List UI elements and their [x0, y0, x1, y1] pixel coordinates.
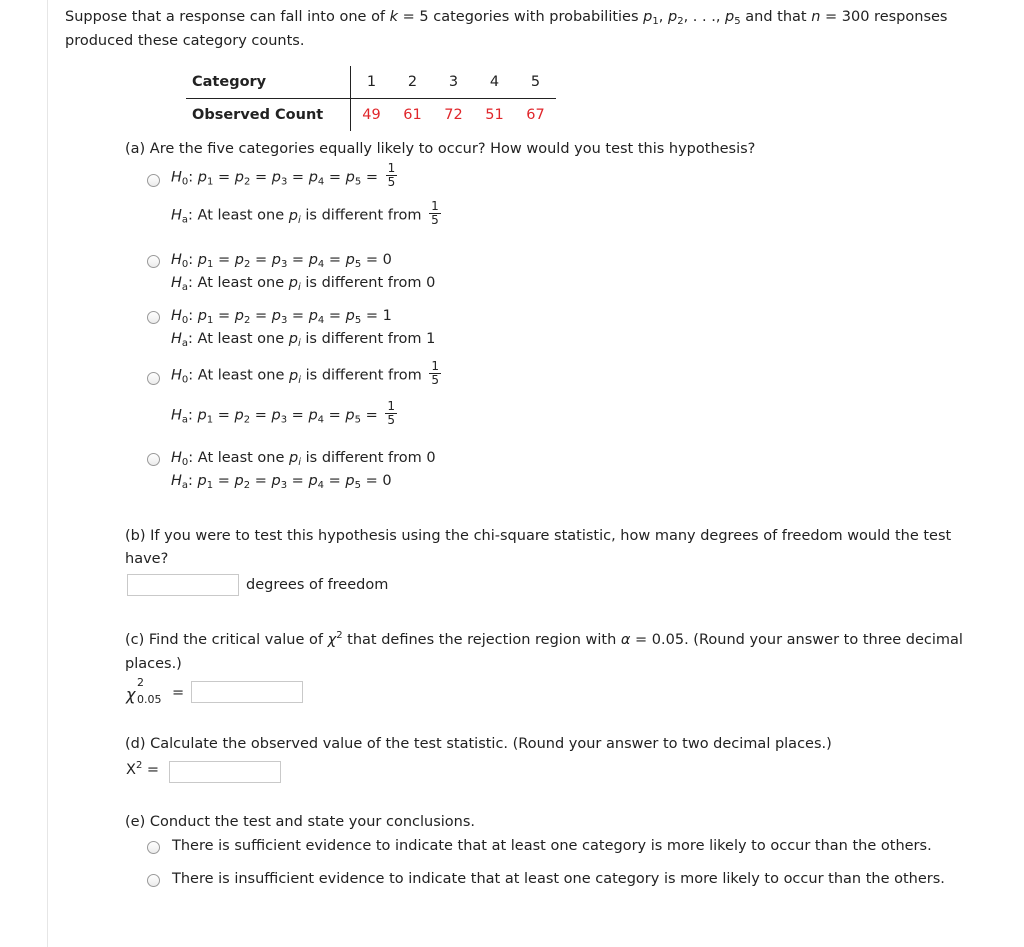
part-a-option-5-h0: $H_0$: At least one $p_i$ is different from 0 — [171, 450, 436, 468]
table-row-label: Observed Count — [186, 99, 351, 132]
part-a-option-3-radio[interactable] — [147, 311, 160, 324]
part-e-option-2-text: There is insufficient evidence to indicate that at least one category is more likely to occur than the others. — [172, 871, 945, 887]
part-e-option-2-radio[interactable] — [147, 874, 160, 887]
part-e-question: (e) Conduct the test and state your conclusions. — [125, 814, 476, 830]
part-a-option-3-h0: $H_0$: $p_1 = p_2 = p_3 = p_4 = p_5 = 1$ — [171, 308, 392, 326]
part-a-option-2-h0: $H_0$: $p_1 = p_2 = p_3 = p_4 = p_5 = 0$ — [171, 252, 392, 270]
part-a-option-1-ha: $H_a$: At least one $p_i$ is different from $\frac{1}{5}$ — [171, 199, 439, 227]
count-5: 67 — [526, 107, 545, 123]
count-1: 49 — [362, 107, 381, 123]
category-3: 3 — [433, 66, 474, 99]
category-2: 2 — [392, 66, 433, 99]
part-a-option-4-ha: $H_a$: $p_1 = p_2 = p_3 = p_4 = p_5$ = $\frac{1}{5}$ — [171, 399, 396, 427]
counts-table — [186, 66, 556, 131]
critical-value-label: χ 2 0.05 = — [126, 676, 185, 706]
test-statistic-label: $X^2$ = — [126, 760, 160, 778]
part-b-question-line-2: have? — [125, 551, 169, 567]
intro-line-2: produced these category counts. — [65, 33, 305, 49]
part-a-option-4-radio[interactable] — [147, 372, 160, 385]
part-a-option-4-h0: $H_0$: At least one $p_i$ is different from $\frac{1}{5}$ — [171, 359, 440, 387]
part-c-question-line-2: places.) — [125, 656, 182, 672]
part-a-option-2-ha: $H_a$: At least one $p_i$ is different from 0 — [171, 275, 436, 293]
part-d-question: (d) Calculate the observed value of the test statistic. (Round your answer to two decimal places.) — [125, 736, 832, 752]
part-b-question-line-1: (b) If you were to test this hypothesis using the chi-square statistic, how many degrees of freedom would the test — [125, 528, 952, 544]
part-e-option-1-radio[interactable] — [147, 841, 160, 854]
intro-line-1: Suppose that a response can fall into one of k = 5 categories with probabilities $p_1$, $p_2$, . . ., $p_5$ and that n = 300 responses — [65, 9, 948, 27]
count-2: 61 — [403, 107, 422, 123]
category-1: 1 — [351, 66, 393, 99]
part-a-option-3-ha: $H_a$: At least one $p_i$ is different from 1 — [171, 331, 436, 349]
part-a-option-1-radio[interactable] — [147, 174, 160, 187]
count-3: 72 — [444, 107, 463, 123]
part-e-option-1-text: There is sufficient evidence to indicate that at least one category is more likely to occur than the others. — [172, 838, 932, 854]
table-header-label: Category — [186, 66, 351, 99]
degrees-of-freedom-label: degrees of freedom — [246, 577, 389, 593]
part-a-question: (a) Are the five categories equally likely to occur? How would you test this hypothesis? — [125, 141, 756, 157]
part-a-option-2-radio[interactable] — [147, 255, 160, 268]
part-a-option-1-h0: $H_0$: $p_1 = p_2 = p_3 = p_4 = p_5$ = $\frac{1}{5}$ — [171, 161, 396, 189]
count-4: 51 — [485, 107, 504, 123]
part-c-question-line-1: (c) Find the critical value of $\chi^2$ that defines the rejection region with α = 0.05. (Round your answer to three decimal — [125, 630, 963, 648]
part-a-option-5-ha: $H_a$: $p_1 = p_2 = p_3 = p_4 = p_5 = 0$ — [171, 473, 392, 491]
part-a-option-5-radio[interactable] — [147, 453, 160, 466]
category-5: 5 — [515, 66, 556, 99]
test-statistic-input[interactable] — [169, 761, 281, 783]
critical-value-input[interactable] — [191, 681, 303, 703]
left-margin-rule — [47, 0, 48, 947]
category-4: 4 — [474, 66, 515, 99]
degrees-of-freedom-input[interactable] — [127, 574, 239, 596]
